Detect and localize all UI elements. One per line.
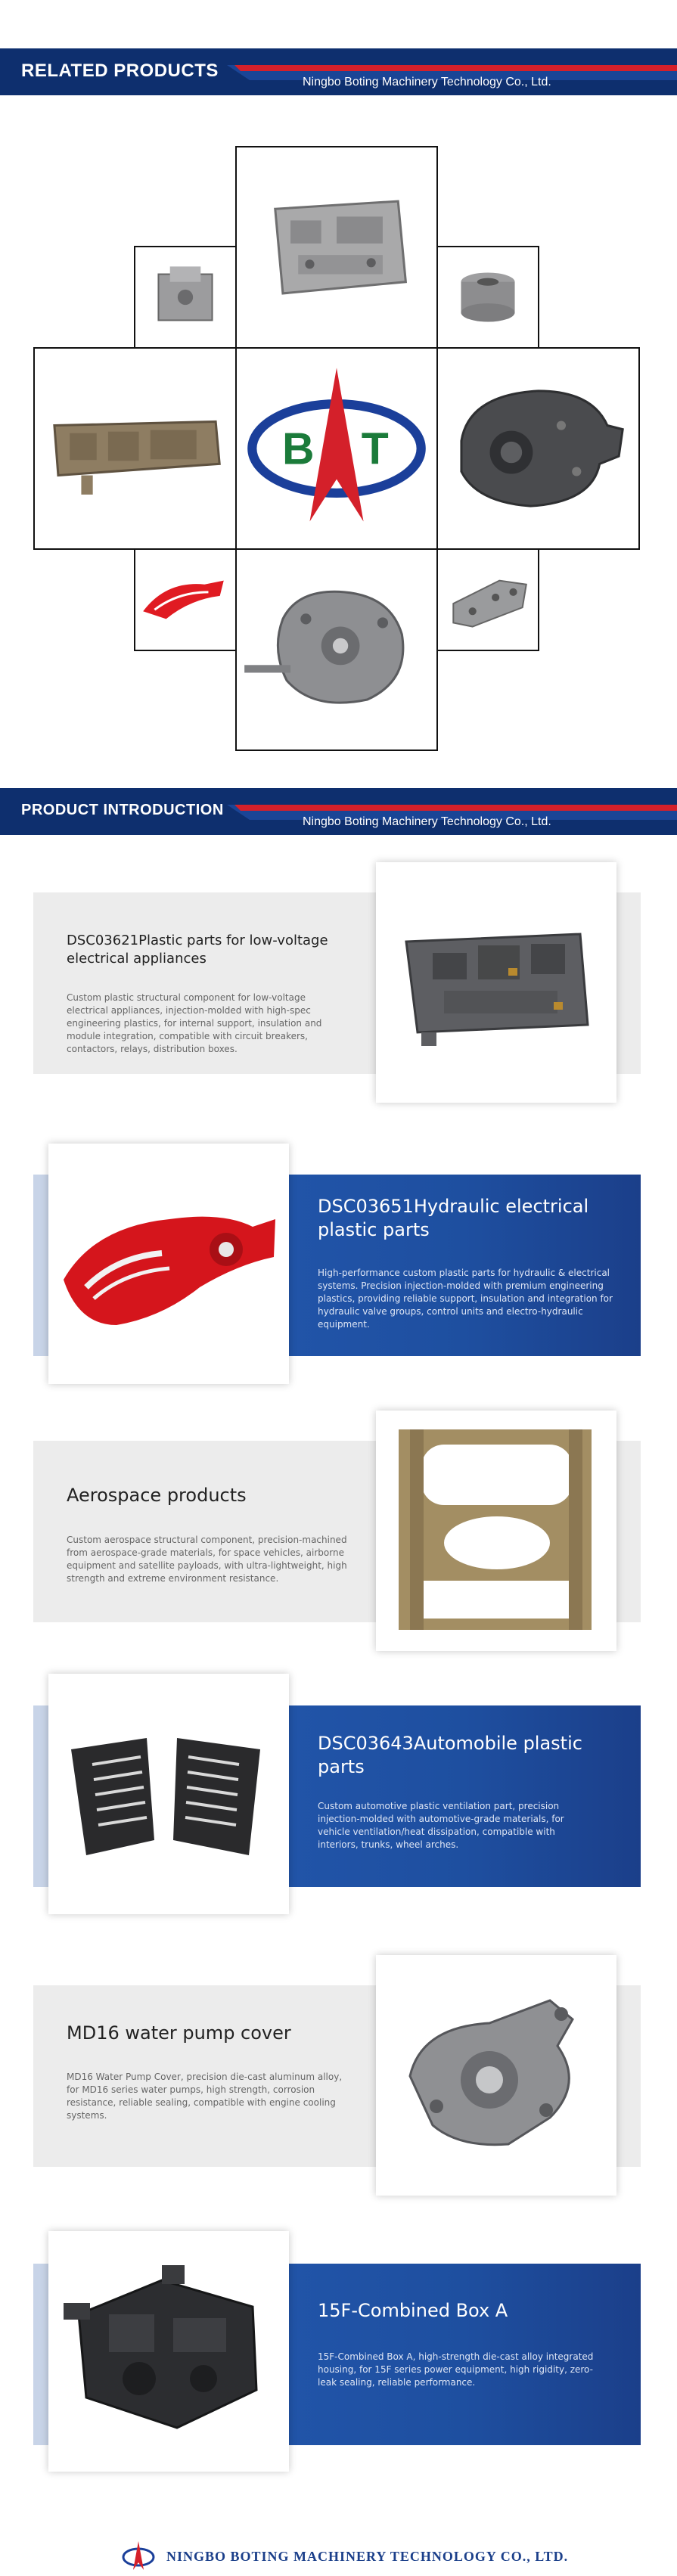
related-product-bottom-center[interactable] <box>235 548 438 751</box>
related-product-middle-right[interactable] <box>436 347 640 550</box>
product-photo[interactable] <box>376 1955 616 2196</box>
product-description: MD16 Water Pump Cover, precision die-cast aluminum alloy, for MD16 series water pumps, high strength, corrosion resistance, reliable sealing, compatible with engine cooling systems. <box>67 2072 343 2121</box>
product-introduction-banner <box>0 782 677 835</box>
engine-cover-icon <box>438 349 638 548</box>
product-title: Aerospace products <box>67 1485 247 1506</box>
related-products-banner <box>0 42 677 95</box>
related-product-upper-right[interactable] <box>436 246 539 349</box>
related-product-upper-left[interactable] <box>134 246 237 349</box>
svg-text:T: T <box>361 424 389 474</box>
product-title: MD16 water pump cover <box>67 2022 291 2044</box>
valve-block-icon <box>135 247 235 347</box>
product-title: 15F-Combined Box A <box>318 2300 508 2321</box>
product-photo[interactable] <box>376 1411 616 1651</box>
footer-logo-icon <box>121 2538 156 2573</box>
footer-company-name: NINGBO BOTING MACHINERY TECHNOLOGY CO., LTD. <box>166 2549 569 2564</box>
vent-grille-image <box>48 1674 289 1914</box>
product-photo[interactable] <box>48 2231 289 2472</box>
product-photo[interactable] <box>48 1144 289 1384</box>
aerospace-frame-image <box>376 1411 616 1651</box>
product-title: DSC03651Hydraulic electrical plastic parts <box>318 1196 589 1240</box>
product-description: 15F-Combined Box A, high-strength die-cast alloy integrated housing, for 15F series power equipment, high rigidity, zero-leak sealing, reliable performance. <box>318 2351 594 2388</box>
product-title: DSC03621Plastic parts for low-voltage electrical appliances <box>67 933 328 967</box>
product-description: Custom aerospace structural component, precision-machined from aerospace-grade materials, for space vehicles, airborne equipment and satellite payloads, with ultra-lightweight, high strength and extreme environment resistance. <box>67 1535 347 1584</box>
water-pump-cover-image <box>376 1955 616 2196</box>
product-description: High-performance custom plastic parts for hydraulic & electrical systems. Precision injection-molded with premium engineering plastics, providing reliable support, insulation and integration for hydraulic valve groups, control units and electro-hydraulic equipment. <box>318 1268 613 1330</box>
related-product-middle-left[interactable] <box>33 347 237 550</box>
red-plastic-part-image <box>48 1144 289 1384</box>
related-products-title: RELATED PRODUCTS <box>21 61 219 81</box>
related-product-lower-right[interactable] <box>436 548 539 651</box>
banner-company-name: Ningbo Boting Machinery Technology Co., Ltd. <box>303 815 551 828</box>
combined-box-image <box>48 2231 289 2472</box>
bracket-plate-icon <box>438 550 538 650</box>
product-description: Custom automotive plastic ventilation part, precision injection-molded with automotive-grade materials, for vehicle ventilation/heat dissipation, compatible with interiors, trunks, wheel arches. <box>318 1801 564 1850</box>
spool-part-icon <box>438 247 538 347</box>
red-handle-icon <box>135 550 235 650</box>
housing-tray-icon <box>237 147 436 347</box>
company-logo-icon <box>237 349 436 548</box>
related-product-lower-left[interactable] <box>134 548 237 651</box>
product-photo[interactable] <box>376 862 616 1103</box>
svg-text:B: B <box>281 424 315 474</box>
product-title: DSC03643Automobile plastic parts <box>318 1733 582 1777</box>
gear-housing-icon <box>237 550 436 750</box>
product-description: Custom plastic structural component for low-voltage electrical appliances, injection-molded with high-spec engineering plastics, for internal support, insulation and module integration, compatible with circuit breakers, contactors, relays, distribution boxes. <box>67 992 322 1054</box>
related-logo-cell <box>235 347 438 550</box>
product-introduction-title: PRODUCT INTRODUCTION <box>21 802 224 818</box>
electrical-housing-part-image <box>376 862 616 1103</box>
product-photo[interactable] <box>48 1674 289 1914</box>
banner-company-name: Ningbo Boting Machinery Technology Co., Ltd. <box>303 76 551 88</box>
related-product-top-center[interactable] <box>235 146 438 349</box>
footer <box>0 2534 677 2576</box>
plastic-tray-icon <box>35 349 235 548</box>
